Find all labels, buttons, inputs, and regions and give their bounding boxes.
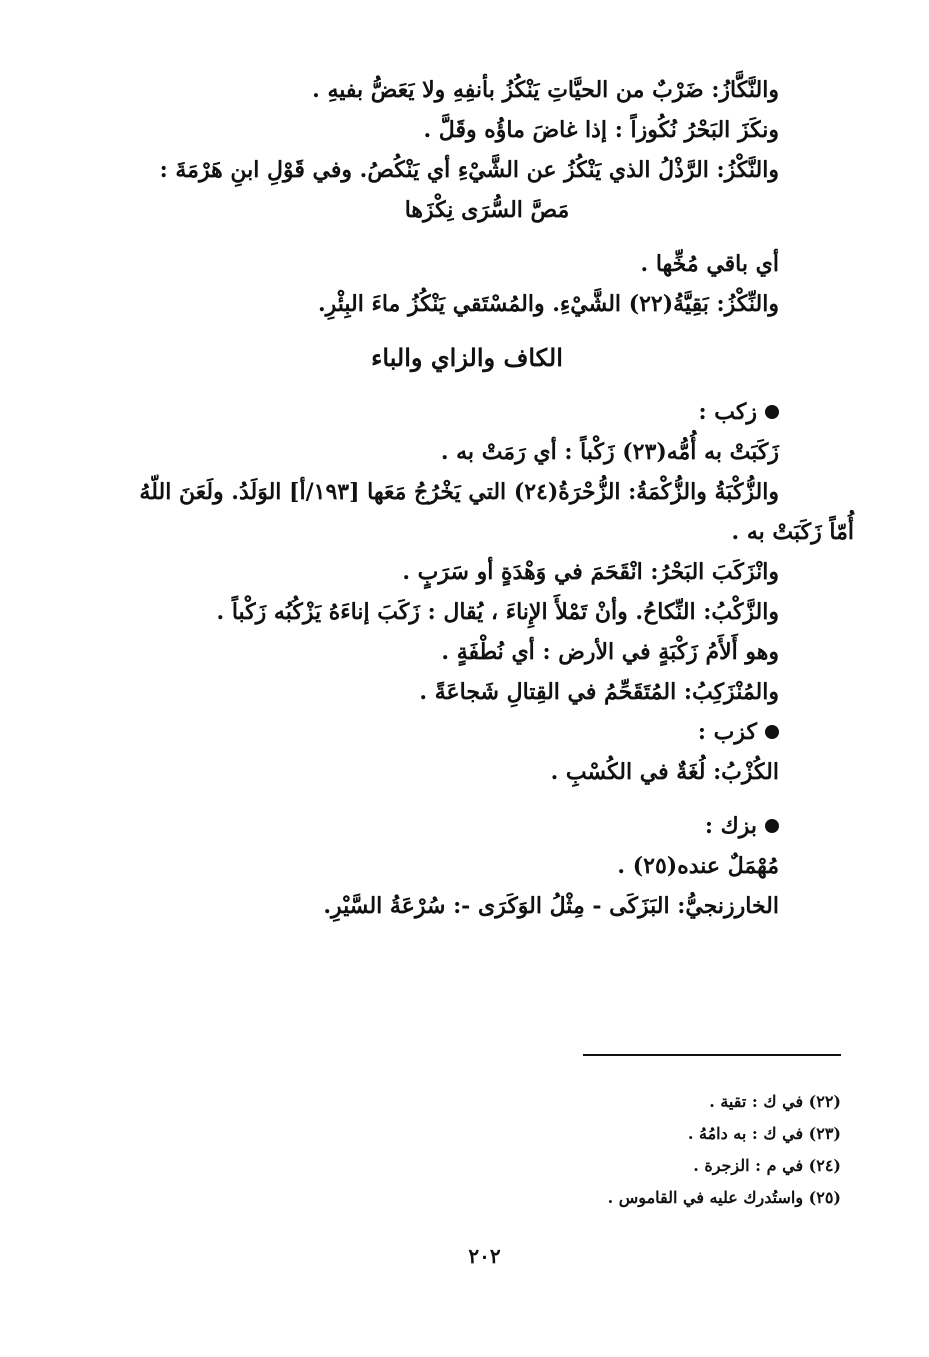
entry-title: بزك : xyxy=(704,813,757,839)
text-line: وانْزَكَبَ البَحْرُ: انْقَحَمَ في وَهْدَةٍ أو سَرَبٍ . xyxy=(402,559,779,585)
entry-head-bzk xyxy=(95,806,779,846)
entry-head-zkb xyxy=(95,392,779,432)
text-line: مُهْمَلٌ عنده(٢٥) . xyxy=(617,853,779,879)
footnote: (٢٥) واستُدرك عليه في القاموس . xyxy=(607,1188,841,1207)
text-line: الخارزنجيُّ: البَزَكَى - مِثْلُ الوَكَرَى -: سُرْعَةُ السَّيْرِ. xyxy=(323,893,779,919)
footnote: (٢٤) في م : الزجرة . xyxy=(693,1156,841,1175)
entry-title: كزب : xyxy=(697,719,757,745)
footnote-divider xyxy=(583,1054,841,1056)
main-text xyxy=(95,70,854,926)
verse-line: مَصَّ السُّرَى نِكْزَها xyxy=(404,197,570,223)
text-line: ونكَزَ البَحْرُ نُكُوزاً : إذا غاضَ ماؤُه وقَلَّ . xyxy=(423,117,779,143)
page-number: ٢٠٢ xyxy=(468,1244,501,1268)
text-line: والنَّكَّازُ: ضَرْبٌ من الحيَّاتِ يَنْكُزُ بأنفِهِ ولا يَعَضُّ بفيهِ . xyxy=(312,77,779,103)
bullet-icon xyxy=(765,725,779,739)
footnote: (٢٢) في ك : تقية . xyxy=(709,1092,841,1111)
text-line: وهو أَلأَمُ زَكْبَةٍ في الأرض : أي نُطْفَةٍ . xyxy=(441,639,779,665)
text-line: والزُّكْبَةُ والزُّكْمَةُ: الزُّحْرَةُ(٢٤) التي يَخْرُجُ مَعَها [١٩٣/أ] الوَلَدُ. ولَعَنَ اللّهُ xyxy=(139,479,779,505)
bullet-icon xyxy=(765,819,779,833)
spacer xyxy=(95,230,779,244)
text-line: أُمّاً زَكَبَتْ به . xyxy=(731,519,854,545)
text-line: الكُزْبُ: لُغَةٌ في الكُسْبِ . xyxy=(550,759,779,785)
spacer xyxy=(95,792,779,806)
text-line: زَكَبَتْ به أُمُّه(٢٣) زَكْباً : أي رَمَتْ به . xyxy=(440,439,779,465)
footnote: (٢٣) في ك : به دامُهُ . xyxy=(687,1124,841,1143)
section-heading: الكاف والزاي والباء xyxy=(371,343,563,372)
entry-head-kzb xyxy=(95,712,779,752)
text-line: والمُنْزَكِبُ: المُتَقَحِّمُ في القِتالِ شَجاعَةً . xyxy=(419,679,779,705)
text-line: والزَّكْبُ: النِّكاحُ. وأنْ تَمْلأَ الإِناءَ ، يُقال : زَكَبَ إناءَهُ يَزْكُبُه زَكْباً . xyxy=(216,599,779,625)
text-line: والنِّكْزُ: بَقِيَّةُ(٢٢) الشَّيْءِ. والمُسْتَقي يَنْكُزُ ماءَ البِئْرِ. xyxy=(317,291,779,317)
bullet-icon xyxy=(765,405,779,419)
text-line: أي باقي مُخِّها . xyxy=(640,251,779,277)
entry-title: زكب : xyxy=(698,399,757,425)
text-line: والنَّكْزُ: الرَّذْلُ الذي يَنْكُزُ عن الشَّيْءِ أي يَنْكُصُ. وفي قَوْلِ ابنِ هَرْمَةَ : xyxy=(159,157,779,183)
footnotes xyxy=(341,1086,841,1214)
